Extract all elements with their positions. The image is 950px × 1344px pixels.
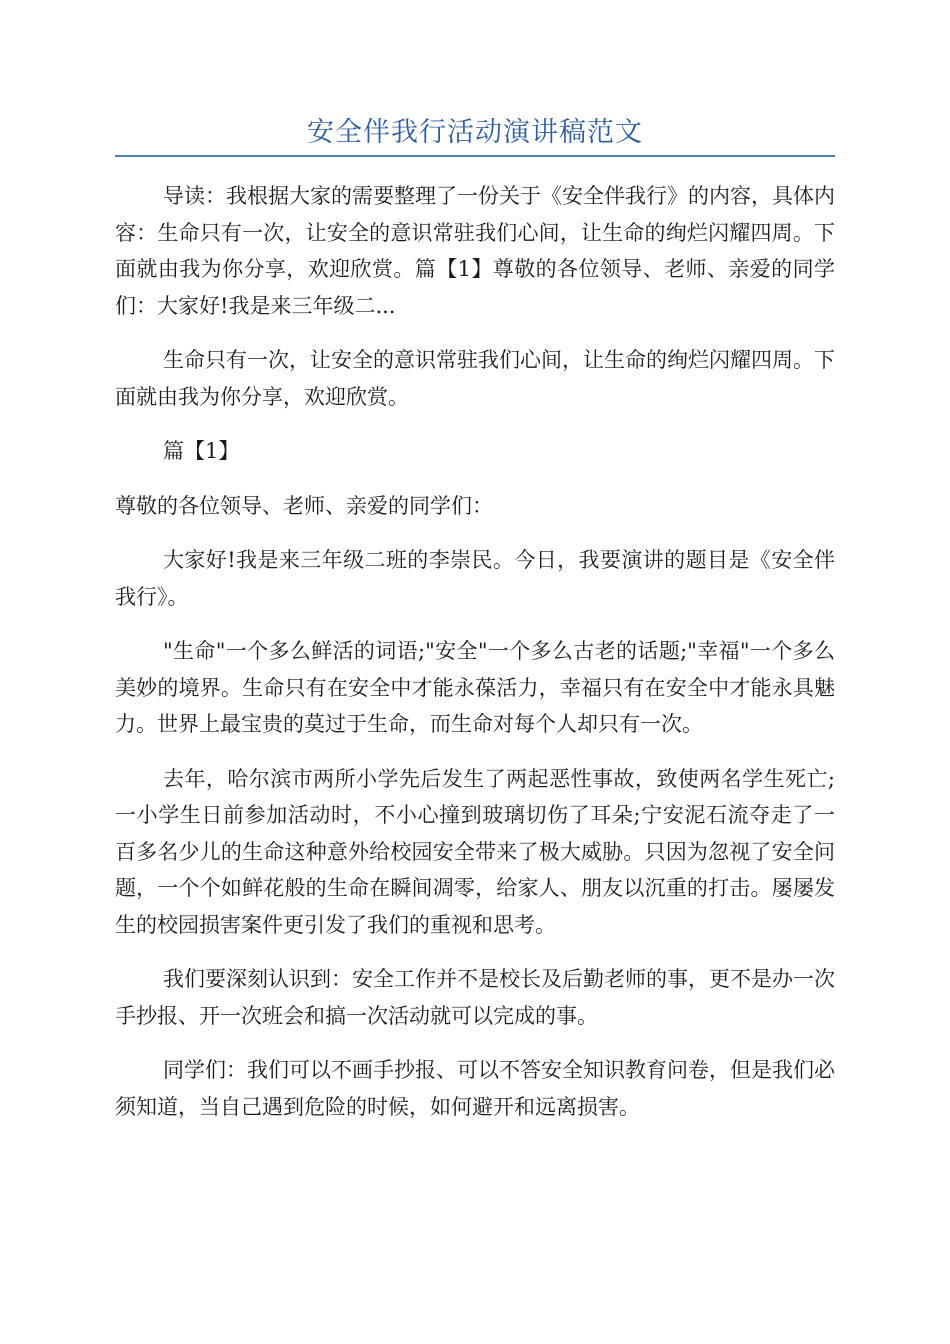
body-paragraph: 我们要深刻认识到：安全工作并不是校长及后勤老师的事，更不是办一次手抄报、开一次班会和搞一次活动就可以完成的事。 <box>115 967 835 1028</box>
section-heading: 篇【1】 <box>163 439 240 463</box>
body-paragraph: "生命"一个多么鲜活的词语;"安全"一个多么古老的话题;"幸福"一个多么美妙的境界。生命只有在安全中才能永葆活力，幸福只有在安全中才能永具魅力。世界上最宝贵的莫过于生命，而生命对每个人却只有一次。 <box>115 639 835 736</box>
salutation-paragraph: 尊敬的各位领导、老师、亲爱的同学们： <box>115 493 493 518</box>
intro-paragraph: 导读：我根据大家的需要整理了一份关于《安全伴我行》的内容，具体内容：生命只有一次，让安全的意识常驻我们心间，让生命的绚烂闪耀四周。下面就由我为你分享，欢迎欣赏。篇【1】尊敬的各位领导、老师、亲爱的同学们：大家好!我是来三年级二... <box>115 184 835 318</box>
page-title: 安全伴我行活动演讲稿范文 <box>307 117 643 148</box>
body-paragraph: 同学们：我们可以不画手抄报、可以不答安全知识教育问卷，但是我们必须知道，当自己遇到危险的时候，如何避开和远离损害。 <box>115 1058 835 1119</box>
body-paragraph: 去年，哈尔滨市两所小学先后发生了两起恶性事故，致使两名学生死亡;一小学生日前参加活动时，不小心撞到玻璃切伤了耳朵;宁安泥石流夺走了一百多名少儿的生命这种意外给校园安全带来了极大威胁。只因为忽视了安全问题，一个个如鲜花般的生命在瞬间凋零，给家人、朋友以沉重的打击。屡屡发生的校园损害案件更引发了我们的重视和思考。 <box>115 766 835 937</box>
title-block <box>115 113 835 157</box>
summary-paragraph: 生命只有一次，让安全的意识常驻我们心间，让生命的绚烂闪耀四周。下面就由我为你分享，欢迎欣赏。 <box>115 348 835 409</box>
greeting-paragraph: 大家好!我是来三年级二班的李崇民。今日，我要演讲的题目是《安全伴我行》。 <box>115 548 835 609</box>
document-body <box>115 178 835 1143</box>
